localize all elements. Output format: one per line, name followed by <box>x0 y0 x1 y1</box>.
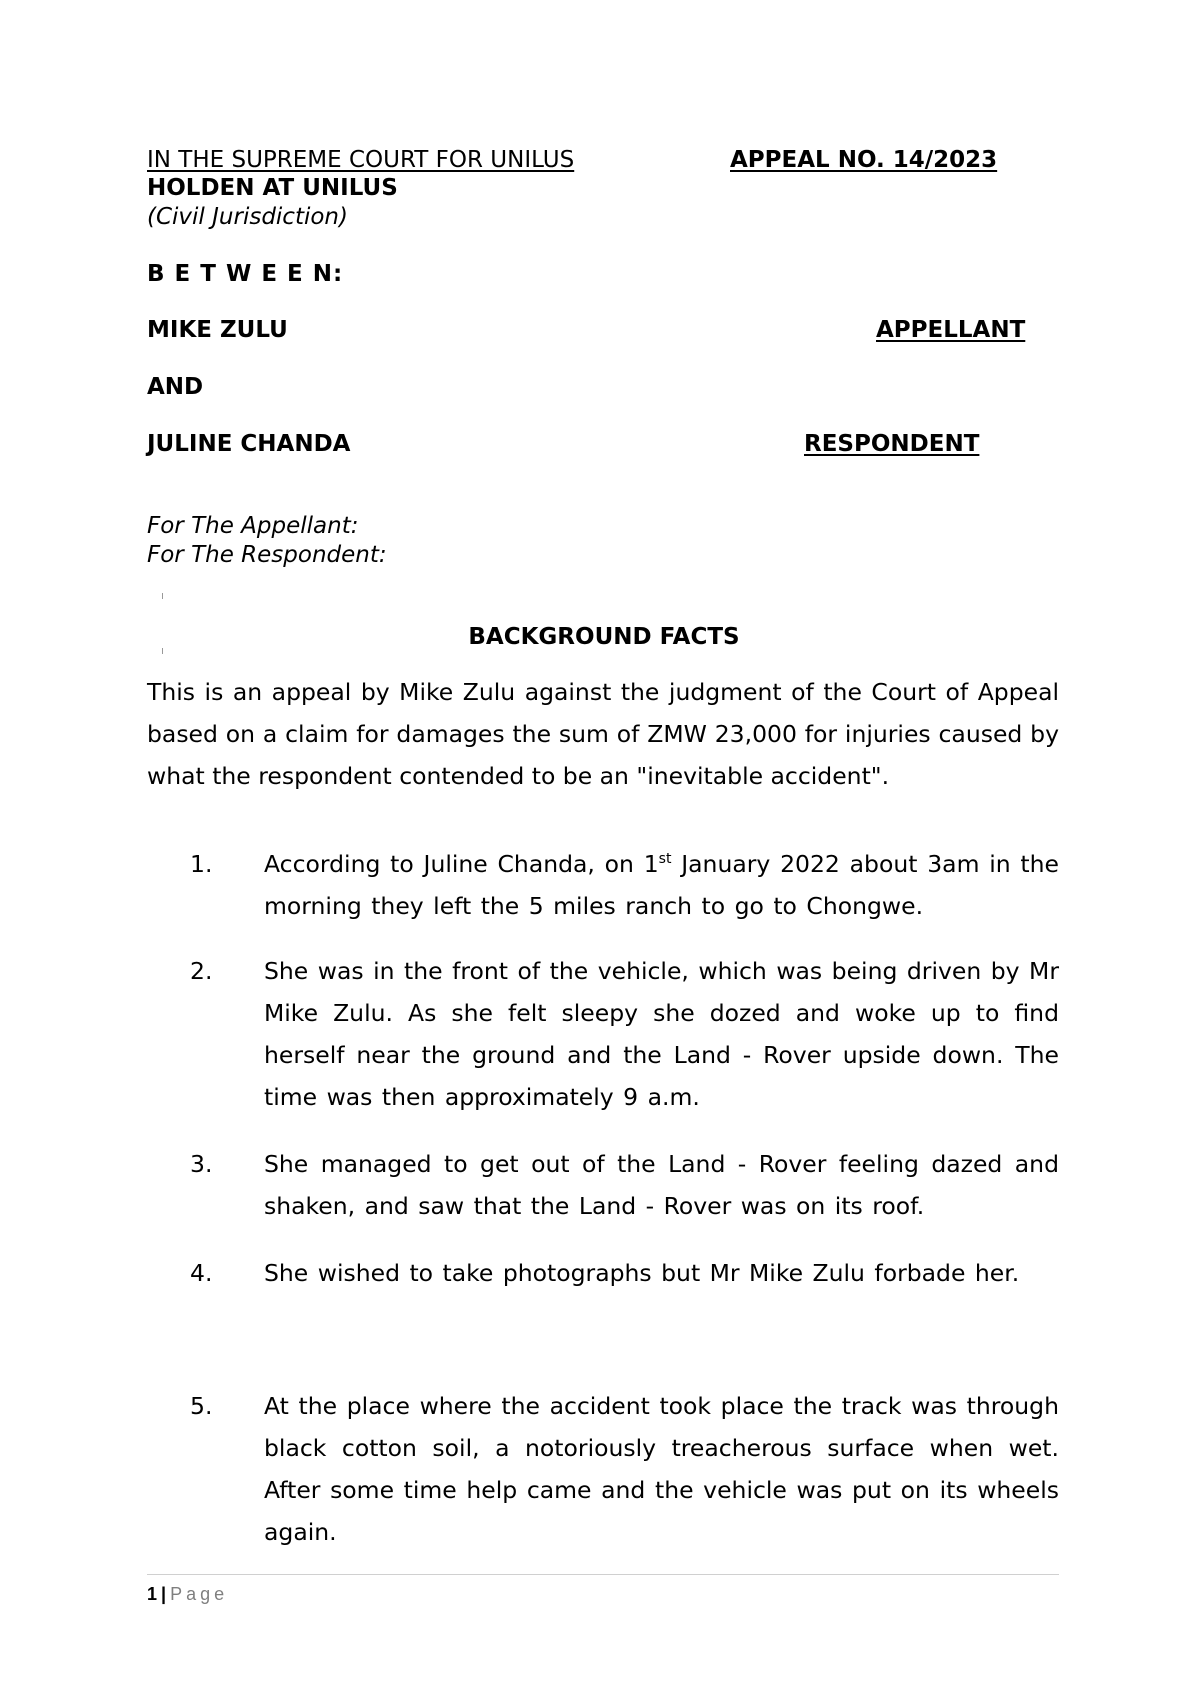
section-heading: BACKGROUND FACTS <box>468 624 740 650</box>
page-number: 1 <box>147 1584 158 1604</box>
appellant-name: MIKE ZULU <box>147 317 288 343</box>
list-item-text: She was in the front of the vehicle, which was being driven by Mr Mike Zulu. As she felt sleepy she dozed and woke up to find herself near the ground and the Land - Rover upside down. The time was then approximately 9 a.m. <box>264 957 1059 1111</box>
list-item-text: She wished to take photographs but Mr Mike Zulu forbade her. <box>264 1259 1020 1287</box>
page-label: Page <box>170 1584 229 1604</box>
appeal-number: APPEAL NO. 14/2023 <box>730 147 998 173</box>
and-label: AND <box>147 374 204 400</box>
jurisdiction: (Civil Jurisdiction) <box>147 204 348 230</box>
list-item-text: At the place where the accident took place the track was through black cotton soil, a notoriously treacherous surface when wet. After some time help came and the vehicle was put on its wheels again. <box>264 1392 1059 1546</box>
for-appellant-label: For The Appellant: <box>147 513 359 539</box>
footer-divider <box>147 1574 1059 1575</box>
appellant-role: APPELLANT <box>876 317 1026 343</box>
court-name: IN THE SUPREME COURT FOR UNILUS <box>147 147 575 173</box>
list-item-number: 5. <box>190 1392 213 1420</box>
list-item-text: She managed to get out of the Land - Rover feeling dazed and shaken, and saw that the Land - Rover was on its roof. <box>264 1150 1059 1220</box>
list-item-text: According to Juline Chanda, on 1st January 2022 about 3am in the morning they left the 5 miles ranch to go to Chongwe. <box>264 850 1059 920</box>
list-item-number: 4. <box>190 1259 213 1287</box>
page-footer <box>147 1582 228 1606</box>
list-item-number: 3. <box>190 1150 213 1178</box>
for-respondent-label: For The Respondent: <box>147 542 387 568</box>
bookmark-mark <box>162 593 163 599</box>
respondent-name: JULINE CHANDA <box>147 431 351 457</box>
respondent-role: RESPONDENT <box>804 431 980 457</box>
ordinal-suffix: st <box>658 851 672 867</box>
list-item-number: 1. <box>190 850 213 878</box>
page-separator: | <box>161 1584 167 1604</box>
between-label: B E T W E E N: <box>147 261 344 287</box>
holden-at: HOLDEN AT UNILUS <box>147 175 398 201</box>
list-item-number: 2. <box>190 957 213 985</box>
intro-paragraph: This is an appeal by Mike Zulu against the judgment of the Court of Appeal based on a claim for damages the sum of ZMW 23,000 for injuries caused by what the respondent contended to be an "inevitable accident". <box>147 678 1059 790</box>
